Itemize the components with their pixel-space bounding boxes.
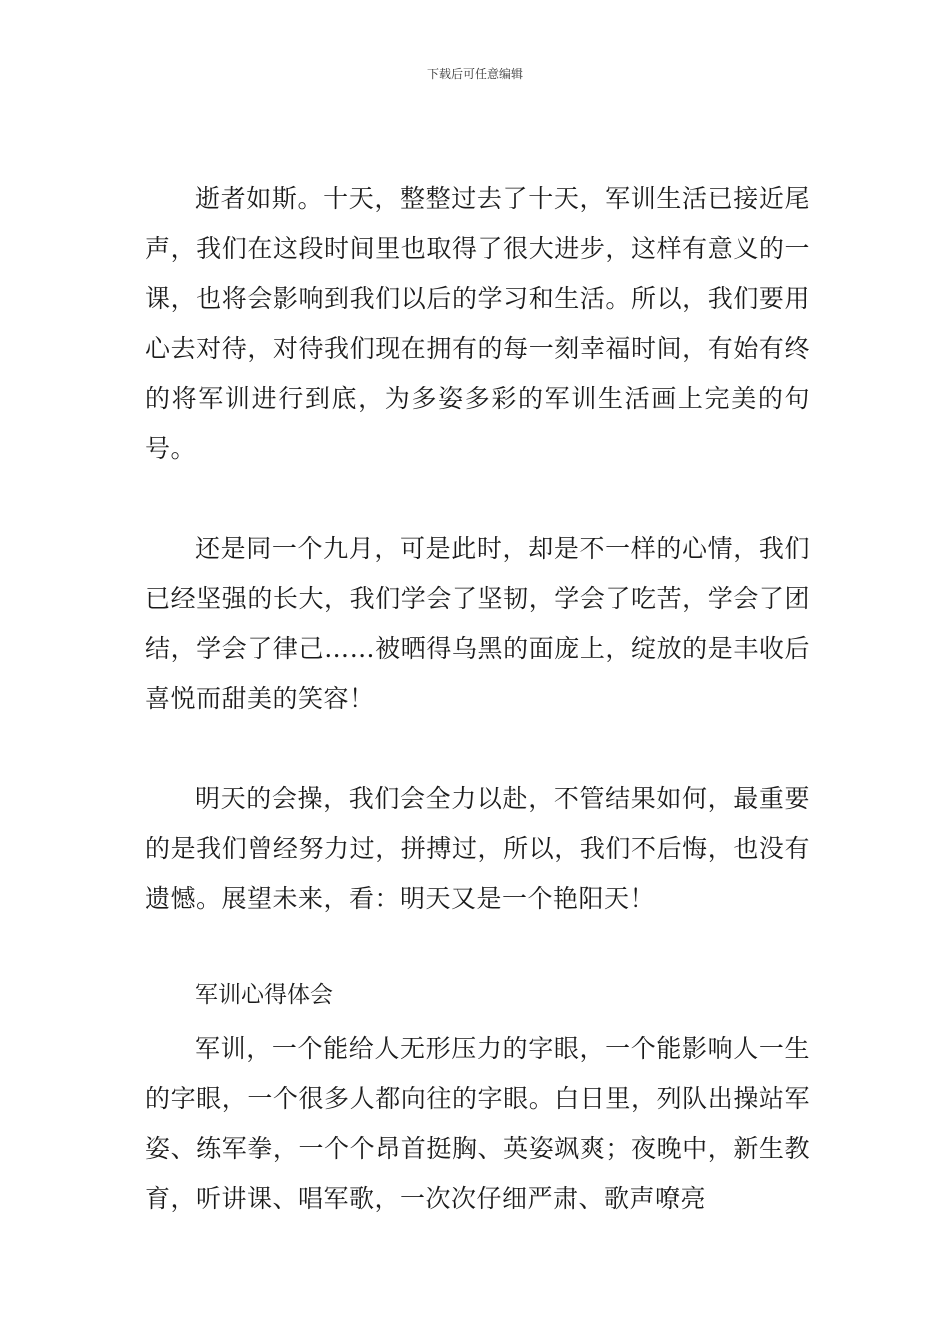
paragraph-3: 明天的会操，我们会全力以赴，不管结果如何，最重要的是我们曾经努力过，拼搏过，所以，我们不后悔，也没有遗憾。展望未来，看：明天又是一个艳阳天！ [145, 784, 810, 913]
section-paragraph: 军训，一个能给人无形压力的字眼，一个能影响人一生的字眼，一个很多人都向往的字眼。白日里，列队出操站军姿、练军拳，一个个昂首挺胸、英姿飒爽；夜晚中，新生教育，听讲课、唱军歌，一次次仔细严肃、歌声嘹亮 [145, 1034, 810, 1213]
section-title: 军训心得体会 [195, 982, 333, 1008]
paragraph-1: 逝者如斯。十天，整整过去了十天，军训生活已接近尾声，我们在这段时间里也取得了很大进步，这样有意义的一课，也将会影响到我们以后的学习和生活。所以，我们要用心去对待，对待我们现在拥有的每一刻幸福时间，有始有终的将军训进行到底，为多姿多彩的军训生活画上完美的句号。 [145, 184, 810, 463]
paragraph-2: 还是同一个九月，可是此时，却是不一样的心情，我们已经坚强的长大，我们学会了坚韧，学会了吃苦，学会了团结，学会了律己……被晒得乌黑的面庞上，绽放的是丰收后喜悦而甜美的笑容！ [145, 534, 810, 713]
page-header: 下载后可任意编辑 [426, 67, 523, 81]
